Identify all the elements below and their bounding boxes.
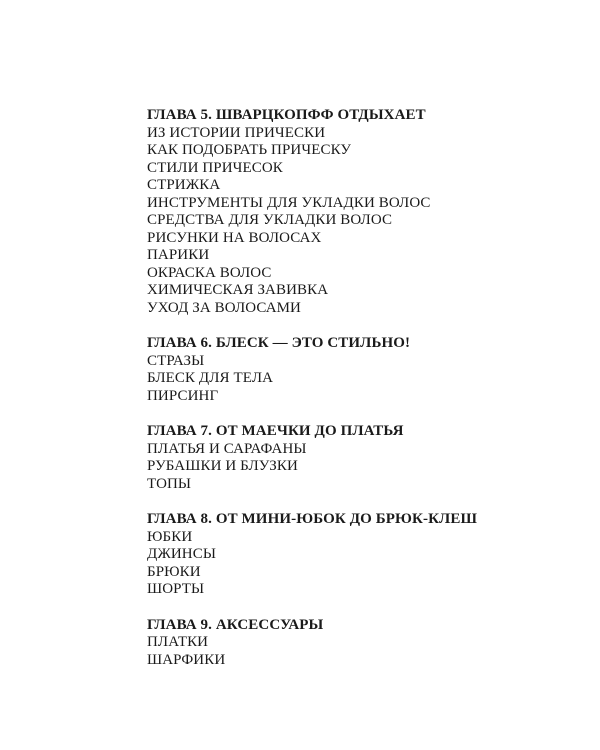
- toc-item: ШОРТЫ: [147, 581, 205, 597]
- toc-item: ПАРИКИ: [147, 247, 210, 263]
- toc-item: СТРИЖКА: [147, 177, 221, 193]
- toc-item: ОКРАСКА ВОЛОС: [147, 264, 272, 281]
- toc-item: ХИМИЧЕСКАЯ ЗАВИВКА: [147, 282, 329, 298]
- toc-item: РИСУНКИ НА ВОЛОСАХ: [147, 229, 322, 246]
- toc-item: УХОД ЗА ВОЛОСАМИ: [147, 299, 301, 316]
- toc-item: ПЛАТКИ: [147, 634, 209, 650]
- toc-item: ИНСТРУМЕНТЫ ДЛЯ УКЛАДКИ ВОЛОС: [147, 194, 431, 211]
- chapter-7: [147, 423, 567, 493]
- chapter-9: [147, 617, 567, 670]
- chapter-title: ГЛАВА 6. БЛЕСК — ЭТО СТИЛЬНО!: [147, 335, 411, 351]
- chapter-title: ГЛАВА 8. ОТ МИНИ-ЮБОК ДО БРЮК-КЛЕШ: [147, 511, 478, 527]
- toc-item: ШАРФИКИ: [147, 651, 226, 668]
- chapter-title: ГЛАВА 9. АКСЕССУАРЫ: [147, 616, 324, 633]
- toc-item: ЮБКИ: [147, 528, 193, 545]
- toc-item: ПЛАТЬЯ И САРАФАНЫ: [147, 440, 307, 457]
- toc-item: ТОПЫ: [147, 475, 192, 492]
- toc-item: ИЗ ИСТОРИИ ПРИЧЕСКИ: [147, 124, 326, 141]
- toc-item: РУБАШКИ И БЛУЗКИ: [147, 458, 298, 474]
- chapter-8: [147, 511, 567, 599]
- toc-item: БЛЕСК ДЛЯ ТЕЛА: [147, 370, 274, 386]
- toc-item: ПИРСИНГ: [147, 387, 219, 404]
- chapter-5: [147, 107, 567, 317]
- chapter-title: ГЛАВА 7. ОТ МАЕЧКИ ДО ПЛАТЬЯ: [147, 423, 404, 439]
- toc-item: СТРАЗЫ: [147, 352, 205, 369]
- toc-item: КАК ПОДОБРАТЬ ПРИЧЕСКУ: [147, 142, 352, 158]
- toc-item: БРЮКИ: [147, 563, 201, 580]
- chapter-title: ГЛАВА 5. ШВАРЦКОПФФ ОТДЫХАЕТ: [147, 107, 426, 123]
- toc-item: ДЖИНСЫ: [147, 546, 217, 562]
- chapter-6: [147, 335, 567, 405]
- toc-item: СТИЛИ ПРИЧЕСОК: [147, 159, 283, 176]
- toc-item: СРЕДСТВА ДЛЯ УКЛАДКИ ВОЛОС: [147, 212, 393, 228]
- table-of-contents: [147, 107, 567, 687]
